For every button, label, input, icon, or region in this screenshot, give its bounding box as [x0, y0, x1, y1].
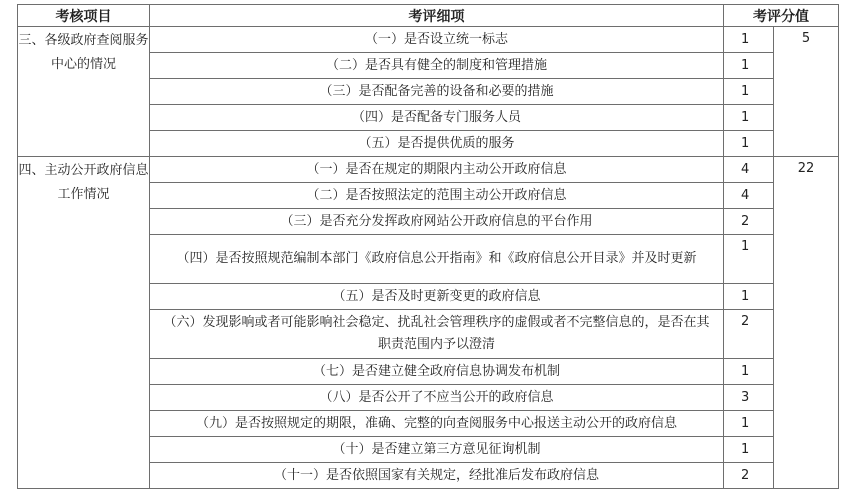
detail-cell: （二）是否具有健全的制度和管理措施 — [150, 53, 724, 79]
score-cell: 1 — [724, 411, 774, 437]
detail-cell: （五）是否及时更新变更的政府信息 — [150, 284, 724, 310]
detail-cell: （一）是否设立统一标志 — [150, 27, 724, 53]
score-cell: 4 — [724, 183, 774, 209]
detail-cell: （一）是否在规定的期限内主动公开政府信息 — [150, 157, 724, 183]
section-total: 22 — [774, 157, 839, 489]
section-item: 四、主动公开政府信息工作情况 — [18, 157, 150, 489]
detail-cell: （八）是否公开了不应当公开的政府信息 — [150, 385, 724, 411]
score-cell: 1 — [724, 284, 774, 310]
detail-cell: （十）是否建立第三方意见征询机制 — [150, 437, 724, 463]
score-cell: 1 — [724, 359, 774, 385]
detail-cell: （九）是否按照规定的期限，准确、完整的向查阅服务中心报送主动公开的政府信息 — [150, 411, 724, 437]
detail-cell: （四）是否按照规范编制本部门《政府信息公开指南》和《政府信息公开目录》并及时更新 — [150, 235, 724, 284]
detail-cell: （三）是否配备完善的设备和必要的措施 — [150, 79, 724, 105]
score-cell: 3 — [724, 385, 774, 411]
score-cell: 2 — [724, 209, 774, 235]
score-cell: 1 — [724, 53, 774, 79]
section-total: 5 — [774, 27, 839, 157]
score-cell: 1 — [724, 131, 774, 157]
detail-cell: （三）是否充分发挥政府网站公开政府信息的平台作用 — [150, 209, 724, 235]
evaluation-table — [17, 4, 839, 489]
score-cell: 1 — [724, 437, 774, 463]
detail-cell: （四）是否配备专门服务人员 — [150, 105, 724, 131]
score-cell: 2 — [724, 310, 774, 359]
detail-cell: （二）是否按照法定的范围主动公开政府信息 — [150, 183, 724, 209]
detail-cell: （五）是否提供优质的服务 — [150, 131, 724, 157]
section-item: 三、各级政府查阅服务中心的情况 — [18, 27, 150, 157]
table-row — [18, 27, 839, 53]
score-cell: 2 — [724, 463, 774, 489]
score-cell: 1 — [724, 27, 774, 53]
header-score: 考评分值 — [724, 5, 839, 27]
header-item: 考核项目 — [18, 5, 150, 27]
score-cell: 1 — [724, 235, 774, 284]
header-detail: 考评细项 — [150, 5, 724, 27]
score-cell: 1 — [724, 79, 774, 105]
score-cell: 4 — [724, 157, 774, 183]
table-row — [18, 157, 839, 183]
detail-cell: （十一）是否依照国家有关规定，经批准后发布政府信息 — [150, 463, 724, 489]
detail-cell: （七）是否建立健全政府信息协调发布机制 — [150, 359, 724, 385]
table-header-row — [18, 5, 839, 27]
detail-cell: （六）发现影响或者可能影响社会稳定、扰乱社会管理秩序的虚假或者不完整信息的，是否在其职责范围内予以澄清 — [150, 310, 724, 359]
score-cell: 1 — [724, 105, 774, 131]
